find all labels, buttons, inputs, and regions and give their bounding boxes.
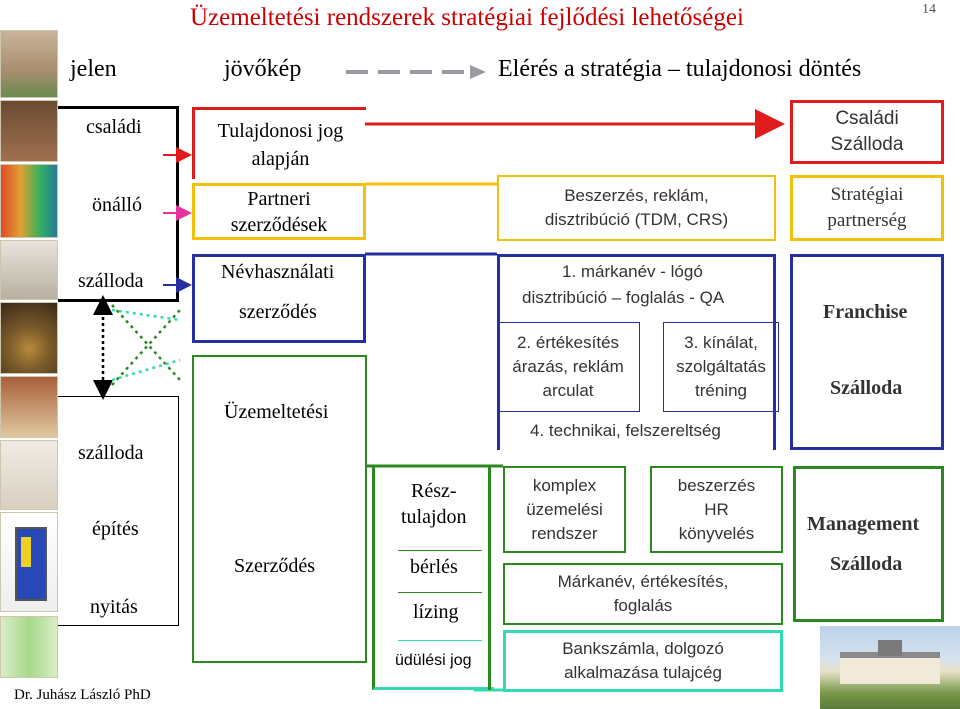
offer-box (663, 322, 779, 412)
strategic-line2: partnerség (827, 210, 907, 231)
pricing-line3: arculat (542, 381, 594, 400)
operating-contract-box (192, 355, 367, 663)
management-hotel-box (793, 466, 944, 622)
pricing-line2: árazás, reklám (512, 357, 624, 376)
franchise-line2: Szálloda (830, 377, 903, 399)
family-hotel-line1: Családi (835, 108, 899, 129)
rent-label: bérlés (410, 556, 458, 578)
brand-sales-line2: foglalás (613, 596, 673, 615)
bank-box (503, 630, 783, 692)
partial-ownership-line2: tulajdon (401, 506, 467, 528)
pricing-line1: 2. értékesítés (516, 333, 620, 352)
label-open: nyitás (90, 596, 138, 618)
franchise-hotel-box (790, 254, 944, 450)
franchise-line1: Franchise (823, 301, 908, 323)
property-rights-right-edge (488, 466, 491, 690)
bank-line1: Bankszámla, dolgozó (562, 639, 724, 658)
complex-system-box (503, 466, 626, 553)
bank-line2: alkalmazása tulajcég (564, 663, 722, 682)
operating-line1: Üzemeltetési (224, 401, 329, 423)
procurement-line2: disztribúció (TDM, CRS) (544, 210, 729, 229)
family-hotel-box (790, 100, 944, 164)
brand-line2: disztribúció – foglalás - QA (522, 288, 725, 307)
name-usage-line2: szerződés (239, 301, 317, 323)
leasing-label: lízing (413, 601, 459, 623)
pricing-box (497, 322, 640, 412)
divider (398, 592, 482, 593)
page-number: 14 (922, 2, 936, 17)
label-family: családi (86, 116, 142, 138)
offer-line3: tréning (695, 381, 747, 400)
complex-line1: komplex (532, 475, 597, 495)
label-independent: önálló (92, 194, 142, 216)
strategic-partnership-box (790, 175, 944, 241)
brand-sales-box (503, 563, 783, 625)
procurement-box (497, 175, 776, 241)
offer-line1: 3. kínálat, (684, 333, 758, 352)
author-label: Dr. Juhász László PhD (14, 687, 151, 703)
partner-contracts-line1: Partneri (247, 187, 311, 210)
procurement-line1: Beszerzés, reklám, (564, 186, 709, 205)
offer-line2: szolgáltatás (676, 357, 766, 376)
divider (398, 640, 482, 641)
partner-contracts-box (192, 183, 366, 240)
partial-ownership-line1: Rész- (411, 480, 457, 502)
column-header-strategy: Elérés a stratégia – tulajdonosi döntés (498, 56, 862, 82)
brand-line1: 1. márkanév - lógó (562, 262, 703, 281)
label-build: építés (92, 518, 139, 540)
management-line1: Management (807, 513, 920, 535)
name-usage-box (192, 254, 366, 343)
management-line2: Szálloda (830, 553, 903, 575)
complex-line3: rendszer (531, 523, 598, 543)
ownership-line1: Tulajdonosi jog (217, 119, 344, 142)
page-title: Üzemeltetési rendszerek stratégiai fejlődési lehetőségei (190, 4, 744, 31)
complex-line2: üzemelési (526, 499, 603, 519)
operating-line2: Szerződés (234, 555, 316, 577)
technical-label: 4. technikai, felszereltség (530, 421, 721, 440)
divider (398, 550, 482, 551)
hr-line3: könyvelés (678, 523, 755, 543)
hr-line2: HR (704, 499, 729, 519)
label-hotel-current: szálloda (78, 270, 144, 292)
hr-line1: beszerzés (677, 475, 756, 495)
timeshare-label: üdülési jog (395, 652, 472, 669)
brand-sales-line1: Márkanév, értékesítés, (557, 572, 729, 591)
hr-box (650, 466, 783, 553)
column-header-vision: jövőkép (224, 56, 302, 82)
strategic-line1: Stratégiai (830, 184, 904, 205)
palace-photo-icon (820, 626, 960, 709)
family-hotel-line2: Szálloda (830, 134, 904, 155)
partner-contracts-line2: szerződések (230, 213, 328, 236)
ownership-right-box (192, 107, 366, 179)
name-usage-line1: Névhasználati (221, 261, 335, 283)
column-header-now: jelen (70, 56, 117, 82)
label-hotel-new: szálloda (78, 442, 144, 464)
ownership-line2: alapján (251, 147, 310, 170)
